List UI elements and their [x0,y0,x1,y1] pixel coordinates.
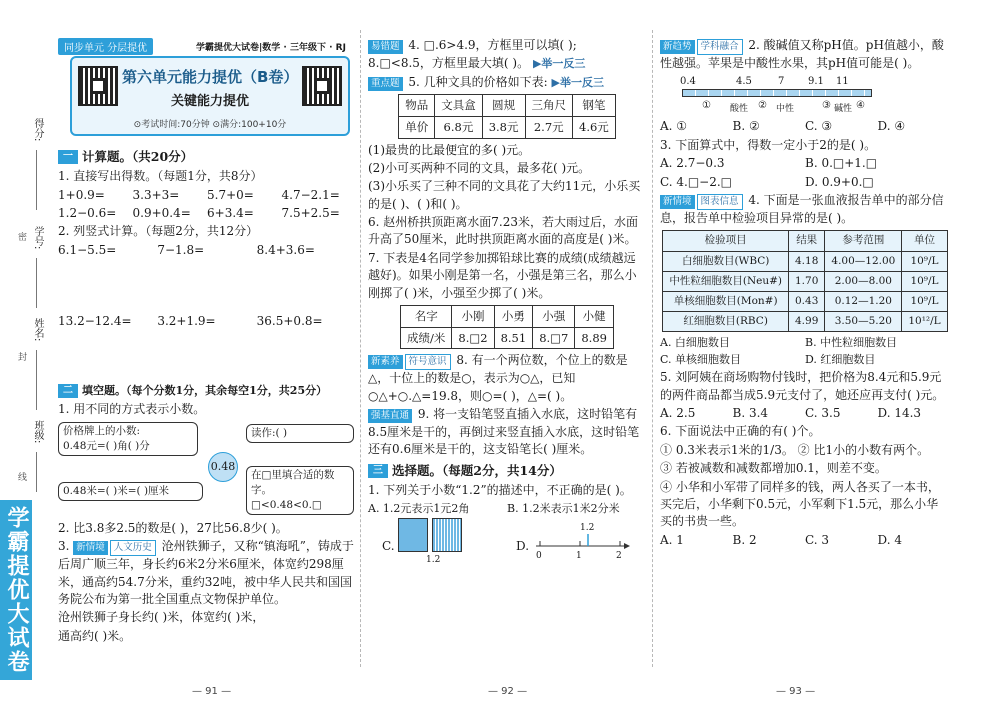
read-box: 读作:( ) [246,424,354,443]
tag: 强基直通 [368,409,412,423]
table-cell: 10¹²/L [902,312,947,332]
table-row [663,251,947,271]
tag: 新情境 [660,195,695,209]
qr-code-icon [302,66,342,106]
calc-item: 1.2−0.6= [58,205,117,220]
table-cell: 白细胞数目(WBC) [663,251,789,271]
calc-item: 7−1.8= [157,242,205,257]
table-cell: 圆规 [482,95,525,117]
tag: 新素养 [368,355,403,369]
option: C. [382,538,395,553]
column-divider [652,30,653,667]
book-meta: 学霸提优大试卷|数学 · 三年级下 · RJ [196,43,346,53]
table-cell: 6.8元 [435,116,483,138]
fill-label: 在□里填合适的数字。 [251,468,335,497]
option: B. 中性粒细胞数目 [805,336,898,350]
question: 1. 直接写出得数。（每题1分，共8分） [58,169,263,184]
decimal-diagram [58,422,356,518]
table-row [399,116,616,138]
option: D. 红细胞数目 [805,353,876,367]
calc-row [58,187,356,204]
name-label: 姓名: [32,318,43,342]
question-text: 9. 将一支铅笔竖直插入水底，这时铅笔有8.5厘米是干的，再倒过来竖直插入水底，这时铅笔还有0.6厘米是干的，这支铅笔长( )厘米。 [368,407,640,456]
table-cell: 单核细胞数目(Mon#) [663,292,789,312]
work-space [58,331,356,379]
calc-item: 5.7+0= [207,187,254,202]
question [368,37,646,54]
meter-box: 0.48米=( )米=( )厘米 [58,482,203,501]
tag: 重点题 [368,77,403,91]
calc-item: 0.9+0.4= [132,205,191,220]
square-figure [432,518,462,552]
price-label: 价格牌上的小数: [63,424,141,437]
tick-label: 1.2 [580,522,595,533]
table-row [401,306,614,328]
table-row [663,292,947,312]
question-text: 4. □.6>4.9，方框里可以填( ); [408,38,577,52]
option: A. 白细胞数目 [660,336,730,350]
table-row [663,312,947,332]
option: D. 0.9+0.□ [805,174,874,189]
brand-logo: 学霸提优大试卷 [0,500,32,680]
title-banner [70,56,350,136]
table-row [401,327,614,349]
option: D. [516,538,530,553]
option: B. 2 [732,532,757,547]
options-row [660,118,950,135]
statement: ③ 若被减数和减数都增加0.1，则差不变。 [660,461,887,476]
table-cell: 小健 [575,306,614,328]
ph-mark: ② [758,100,767,112]
ph-mark: ① [702,100,711,112]
table-cell: 10⁹/L [902,292,947,312]
option: C. 3 [805,532,830,547]
table-cell: 8.□2 [452,327,494,349]
table-cell: 4.99 [789,312,825,332]
table-cell: 0.12—1.20 [825,292,902,312]
ph-value: 4.5 [736,76,752,88]
calc-row [58,205,356,222]
table-cell: 文具盒 [435,95,483,117]
page-subtitle: 关键能力提优 [170,94,249,109]
table-cell: 三角尺 [525,95,573,117]
ph-value: 9.1 [808,76,824,88]
qr-code-icon [78,66,118,106]
options-row [660,155,950,172]
score-table [400,305,614,349]
statement: ① 0.3米表示1米的1/3。 ② 比1小的小数有两个。 [660,442,930,457]
calc-row [58,242,356,259]
option: C. 4.□−2.□ [660,174,733,189]
calc-item: 3.2+1.9= [157,314,216,329]
table-cell: 小强 [533,306,575,328]
table-cell: 0.43 [789,292,825,312]
tick-label: 0 [536,550,542,561]
options-row [660,174,950,191]
question: (2)小可买两种不同的文具，最多花( )元。 [368,160,591,175]
section-title: 填空题。（每个分数1分，其余每空1分，共25分） [82,384,328,398]
question-text: 8.□<8.5，方框里最大填( )。 [368,56,530,71]
statement: ④ 小华和小军带了同样多的钱，两人各买了一本书，买完后，小华剩下0.5元，小军剩下1.5元，那么小华买的书贵一些。 [660,479,940,529]
question-fill: 沧州铁狮子身长约( )米，体宽约( )米， [58,610,265,625]
blood-table [662,230,947,332]
calc-item: 8.4+3.6= [256,242,315,257]
section-badge: 三 [368,464,388,478]
option-figures [368,518,646,568]
price-table [398,94,616,138]
practice-link[interactable]: ▶举一反三 [551,75,604,89]
options-row [660,352,950,368]
price-box [58,422,198,456]
center-value: 0.48 [208,452,238,482]
options-row [660,532,950,549]
column-1 [58,144,356,704]
score-line [36,150,37,210]
section-title: 选择题。（每题2分，共14分） [392,463,562,479]
table-cell: 检验项目 [663,231,789,251]
table-cell: 10⁹/L [902,271,947,291]
column-divider [360,30,361,667]
option: A. 2.7−0.3 [660,156,725,171]
column-3 [660,36,950,707]
ph-value: 11 [836,76,849,88]
question-text: 5. 几种文具的价格如下表: [408,74,548,89]
calc-item: 4.7−2.1= [281,187,340,202]
options-row [660,405,950,422]
table-cell: 中性粒细胞数目(Neu#) [663,271,789,291]
ph-word: 酸性 [730,104,749,115]
table-cell: 单位 [902,231,947,251]
table-cell: 8.□7 [533,327,575,349]
question-text: 沧州铁狮子，又称“镇海吼”，铸成于后周广顺三年，身长约6米2分米6厘米，体宽约298厘米，通高约54.7分米，重约32吨，被中华人民共和国国务院公布为第一批全国重点文物保护单位。 [58,539,354,606]
ph-mark: ③ [822,100,831,112]
class-line [36,452,37,492]
table-cell: 小勇 [494,306,533,328]
table-cell: 8.89 [575,327,614,349]
ph-value: 0.4 [680,76,696,88]
name-line [36,350,37,410]
table-cell: 成绩/米 [401,327,452,349]
table-cell: 2.7元 [525,116,573,138]
question-text: 8. 有一个两位数，个位上的数是△，十位上的数是○，表示为○△，已知○△+○.△=19.8，则○=( )，△=( )。 [368,353,628,403]
ph-bar [682,89,872,97]
question-text: 2. 酸碱值又称pH值。pH值越小，酸性越强。苹果是中酸性水果，其pH值可能是( )。 [660,38,944,70]
page-number: — 92 — [488,686,528,697]
number-label: 学号: [32,226,43,250]
table-cell: 3.50—5.20 [825,312,902,332]
table-cell: 小刚 [452,306,494,328]
question [368,55,646,72]
tag: 新趋势 [660,40,695,54]
table-cell: 1.70 [789,271,825,291]
option: C. 3.5 [805,406,841,421]
class-label: 班级: [32,420,43,444]
section-header [368,462,646,480]
table-cell: 参考范围 [825,231,902,251]
option: D. ④ [877,119,906,134]
table-cell: 4.6元 [573,116,616,138]
ph-value: 7 [778,76,785,88]
option: B. ② [732,119,760,134]
square-figure [398,518,428,552]
tag: 人文历史 [110,540,156,556]
options-row [368,501,646,517]
question [368,406,646,458]
question: (3)小乐买了三种不同的文具花了大约11元，小乐买的是( )、( )和( )。 [368,179,641,211]
question: 6. 赵州桥拱顶距离水面7.23米，若大雨过后，水面升高了50厘米，此时拱顶距离水面的高度是( )米。 [368,215,638,247]
seal-mark: 密 [18,233,28,243]
question [368,352,646,405]
calc-item: 6.1−5.5= [58,242,117,257]
table-cell: 2.00—8.00 [825,271,902,291]
page-number: — 91 — [192,686,232,697]
column-2 [368,36,646,707]
tag: 图表信息 [697,194,743,210]
option: C. 单核细胞数目 [660,353,742,367]
table-row [399,95,616,117]
option: B. 3.4 [732,406,769,421]
table-cell: 红细胞数目(RBC) [663,312,789,332]
question: 3. 新情境 人文历史 沧州铁狮子，又称“镇海吼”，铸成于后周广顺三年，身长约6米2分米6厘米，体宽约298厘米，通高约54.7分米，重约32吨，被中华人民共和国国务院公布为第一批全国重点文物保护单位。 [58,539,354,606]
table-cell: 10⁹/L [902,251,947,271]
section-badge: 二 [58,384,78,398]
number-line [36,258,37,308]
question: 2. 比3.8多2.5的数是( )，27比56.8少( )。 [58,520,288,535]
section-header [58,383,356,399]
option: A. 1 [660,532,684,547]
ph-word: 碱性 [834,104,853,115]
table-cell: 3.8元 [482,116,525,138]
table-cell: 单价 [399,116,435,138]
option: A. 2.5 [660,406,696,421]
table-cell: 物品 [399,95,435,117]
tag: 新情境 [73,541,108,555]
table-row [663,231,947,251]
figure-label: 1.2 [426,554,441,565]
table-row [663,271,947,291]
question: 5. 刘阿姨在商场购物付钱时，把价格为8.4元和5.9元的两件商品都当成5.9元支付了，她还应再支付( )元。 [660,370,945,402]
page-number: — 93 — [776,686,816,697]
table-cell: 钢笔 [573,95,616,117]
fill-box [246,466,354,516]
question: 2. 列竖式计算。（每题2分，共12分） [58,224,259,239]
section-badge: 一 [58,150,78,164]
option: D. 4 [877,532,902,547]
table-cell: 4.18 [789,251,825,271]
binding-strip [0,0,54,707]
options-row [660,335,950,351]
tick-label: 1 [576,550,582,561]
price-fill: 0.48元=( )角( )分 [63,440,150,453]
ph-scale [660,75,950,115]
question: 3. 下面算式中，得数一定小于2的是( )。 [660,137,877,152]
calc-item: 6+3.4= [207,205,254,220]
section-title: 计算题。（共20分） [82,149,194,164]
option: A. 1.2元表示1元2角 [368,501,470,515]
table-cell: 名字 [401,306,452,328]
table-cell: 4.00—12.00 [825,251,902,271]
tag: 学科融合 [697,39,743,55]
table-cell: 8.51 [494,327,533,349]
calc-item: 13.2−12.4= [58,314,132,329]
seal-mark: 线 [18,473,28,483]
unit-tag: 同步单元 分层提优 [58,38,153,55]
option: B. 1.2米表示1米2分米 [507,501,620,515]
ph-mark: ④ [856,100,865,112]
calc-item: 3.3+3= [132,187,180,202]
calc-item: 1+0.9= [58,187,105,202]
option: D. 14.3 [877,406,922,421]
calc-row [58,313,356,330]
calc-item: 36.5+0.8= [256,314,323,329]
option: B. 0.□+1.□ [805,156,878,171]
question-text: 4. 下面是一张血液报告单中的部分信息，报告单中检验项目异常的是( )。 [660,192,944,225]
ph-word: 中性 [776,104,795,115]
score-label: 得分: [32,118,43,142]
calc-item: 7.5+2.5= [281,205,340,220]
compare-fill: □<0.48<0.□ [251,499,322,512]
table-cell: 结果 [789,231,825,251]
question [660,192,950,227]
question: (1)最贵的比最便宜的多( )元。 [368,142,531,157]
tag: 易错题 [368,40,403,54]
exam-info: ⊙考试时间:70分钟 ⊙满分:100+10分 [133,120,287,130]
option: A. ① [660,119,688,134]
practice-link[interactable]: ▶举一反三 [532,57,586,71]
work-space [58,260,356,312]
option: C. ③ [805,119,833,134]
tag: 符号意识 [405,354,451,370]
question: 6. 下面说法中正确的有( )个。 [660,424,821,439]
question [660,37,950,72]
question: 7. 下表是4名同学参加掷铅球比赛的成绩(成绩越远越好)。如果小刚是第一名，小强是第三名，那么小刚掷了( )米，小强至少掷了( )米。 [368,250,637,300]
seal-mark: 封 [18,353,28,363]
tick-label: 2 [616,550,622,561]
question: 1. 下列关于小数“1.2”的描述中，不正确的是( )。 [368,483,632,498]
section-header [58,148,356,166]
page-title: 第六单元能力提优（B卷） [122,68,299,86]
question [368,74,646,91]
question: 1. 用不同的方式表示小数。 [58,402,206,417]
question-fill: 通高约( )米。 [58,628,132,643]
